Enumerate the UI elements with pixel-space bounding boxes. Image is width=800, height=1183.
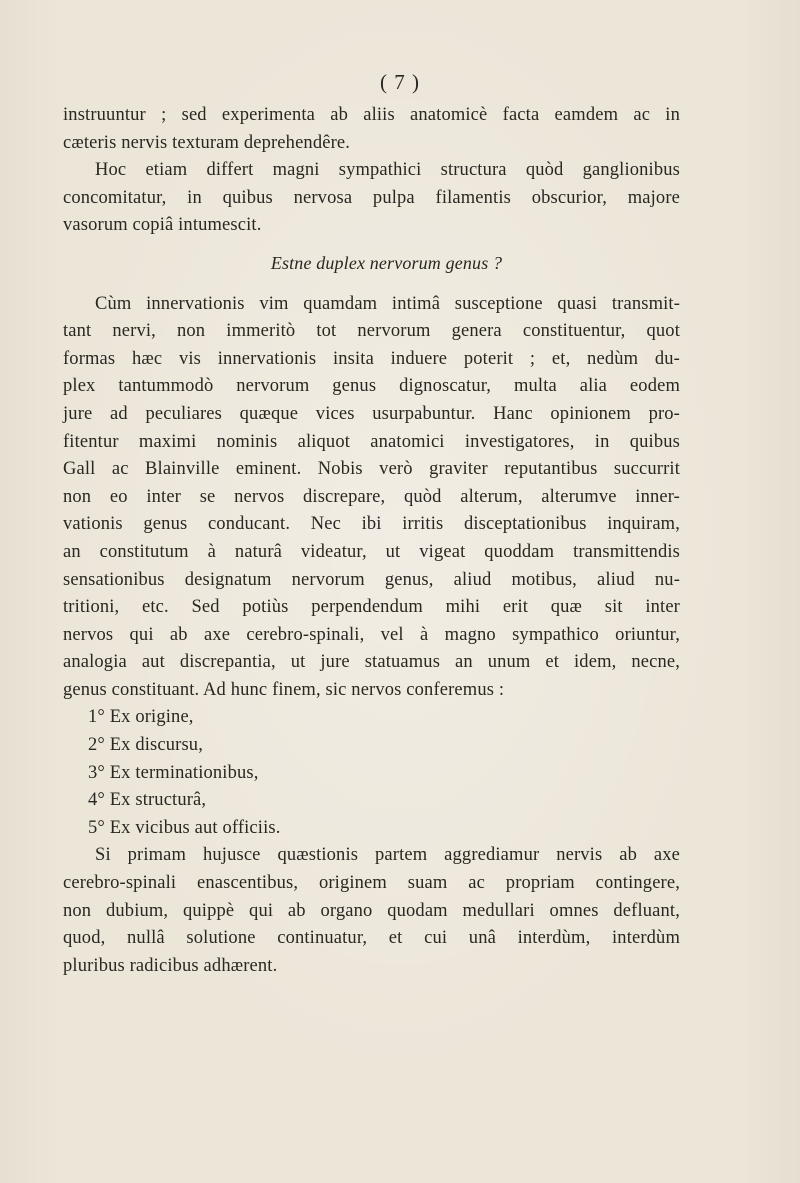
text-line: pluribus radicibus adhærent. — [63, 955, 278, 976]
text-line: Gall ac Blainville eminent. Nobis verò graviter reputantibus succurrit — [63, 459, 680, 480]
text-line: sensationibus designatum nervorum genus, aliud motibus, aliud nu- — [63, 569, 680, 590]
text-line: analogia aut discrepantia, ut jure statuamus an unum et idem, necne, — [63, 652, 680, 673]
paragraph-1 — [63, 102, 680, 157]
text-line: non eo inter se nervos discrepare, quòd alterum, alterumve inner- — [63, 486, 680, 507]
text-line: genus constituant. Ad hunc finem, sic nervos conferemus : — [63, 679, 505, 700]
text-line: fitentur maximi nominis aliquot anatomici investigatores, in quibus — [63, 431, 680, 452]
list-item: 2° Ex discursu, — [88, 735, 203, 756]
text-line: plex tantummodò nervorum genus dignoscatur, multa alia eodem — [63, 376, 680, 397]
text-line: jure ad peculiares quæque vices usurpabuntur. Hanc opinionem pro- — [63, 403, 680, 424]
enumeration-list — [63, 704, 680, 842]
paragraph-4 — [63, 842, 680, 980]
page-text — [63, 102, 680, 980]
text-line: non dubium, quippè qui ab organo quodam medullari omnes defluant, — [63, 900, 680, 921]
section-heading: Estne duplex nervorum genus ? — [270, 252, 503, 273]
paragraph-2 — [63, 157, 680, 240]
list-item: 4° Ex structurâ, — [88, 790, 207, 811]
text-line: cæteris nervis texturam deprehendêre. — [63, 132, 351, 153]
list-item: 3° Ex terminationibus, — [88, 762, 259, 783]
text-line: Si primam hujusce quæstionis partem aggrediamur nervis ab axe — [95, 845, 680, 866]
text-line: Hoc etiam differt magni sympathici structura quòd ganglionibus — [95, 160, 680, 181]
paragraph-3 — [63, 291, 680, 705]
text-line: formas hæc vis innervationis insita induere poterit ; et, nedùm du- — [63, 348, 680, 369]
text-line: quod, nullâ solutione continuatur, et cui unâ interdùm, interdùm — [63, 928, 680, 949]
text-line: tritioni, etc. Sed potiùs perpendendum mihi erit quæ sit inter — [63, 597, 680, 618]
text-line: cerebro-spinali enascentibus, originem suam ac propriam contingere, — [63, 873, 680, 894]
list-item: 1° Ex origine, — [88, 707, 194, 728]
text-line: tant nervi, non immeritò tot nervorum genera constituentur, quot — [63, 321, 680, 342]
text-line: concomitatur, in quibus nervosa pulpa filamentis obscurior, majore — [63, 187, 680, 208]
text-line: vationis genus conducant. Nec ibi irritis disceptationibus inquiram, — [63, 514, 680, 535]
list-item: 5° Ex vicibus aut officiis. — [88, 817, 281, 838]
text-line: an constitutum à naturâ videatur, ut vigeat quoddam transmittendis — [63, 541, 680, 562]
text-line: nervos qui ab axe cerebro-spinali, vel à magno sympathico oriuntur, — [63, 624, 680, 645]
text-line: instruuntur ; sed experimenta ab aliis anatomicè facta eamdem ac in — [63, 105, 680, 125]
text-line: Cùm innervationis vim quamdam intimâ susceptione quasi transmit- — [95, 293, 680, 314]
text-line: vasorum copiâ intumescit. — [63, 215, 262, 236]
page-number: ( 7 ) — [380, 70, 420, 94]
